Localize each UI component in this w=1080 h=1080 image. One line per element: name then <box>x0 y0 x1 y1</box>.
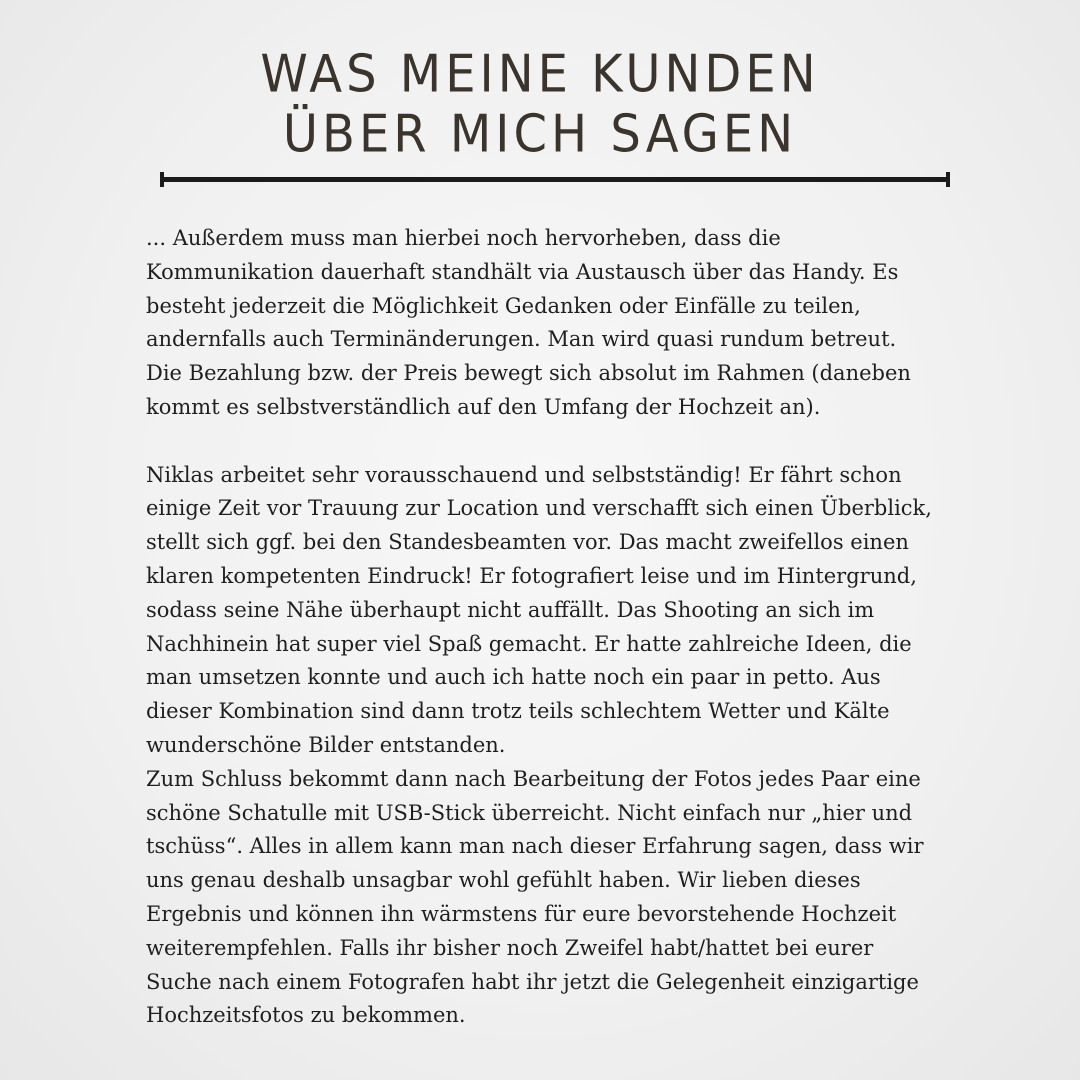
text-line: Zum Schluss bekommt dann nach Bearbeitung der Fotos jedes Paar eine <box>146 766 921 791</box>
text-line: man umsetzen konnte und auch ich hatte noch ein paar in petto. Aus <box>146 665 881 690</box>
text-line: Hochzeitsfotos zu bekommen. <box>146 1003 466 1028</box>
text-line: Ergebnis und können ihn wärmstens für eure bevorstehende Hochzeit <box>146 901 897 926</box>
text-line: Niklas arbeitet sehr vorausschauend und selbstständig! Er fährt schon <box>146 462 902 487</box>
text-line: stellt sich ggf. bei den Standesbeamten vor. Das macht zweifellos einen <box>146 530 909 555</box>
divider-cap-right <box>946 172 950 187</box>
paragraph-spacer <box>146 425 986 459</box>
text-line: Kommunikation dauerhaft standhält via Austausch über das Handy. Es <box>146 259 899 284</box>
text-line: tschüss“. Alles in allem kann man nach dieser Erfahrung sagen, dass wir <box>146 834 924 859</box>
text-line: wunderschöne Bilder entstanden. <box>146 732 506 757</box>
heading-line-2: ÜBER MICH SAGEN <box>282 103 798 165</box>
text-line: klaren kompetenten Eindruck! Er fotografiert leise und im Hintergrund, <box>146 563 917 588</box>
divider-line <box>160 177 950 182</box>
text-line: einige Zeit vor Trauung zur Location und verschafft sich einen Überblick, <box>146 496 932 521</box>
divider-cap-left <box>160 172 164 187</box>
heading-line-1: WAS MEINE KUNDEN <box>260 43 820 105</box>
testimonial-text <box>146 222 986 1033</box>
text-line: dieser Kombination sind dann trotz teils schlechtem Wetter und Kälte <box>146 699 890 724</box>
text-line: schöne Schatulle mit USB-Stick überreicht. Nicht einfach nur „hier und <box>146 800 913 825</box>
text-line: sodass seine Nähe überhaupt nicht auffällt. Das Shooting an sich im <box>146 597 875 622</box>
text-line: besteht jederzeit die Möglichkeit Gedanken oder Einfälle zu teilen, <box>146 293 861 318</box>
text-line: weiterempfehlen. Falls ihr bisher noch Zweifel habt/hattet bei eurer <box>146 935 874 960</box>
text-line: uns genau deshalb unsagbar wohl gefühlt haben. Wir lieben dieses <box>146 868 861 893</box>
text-line: Die Bezahlung bzw. der Preis bewegt sich absolut im Rahmen (daneben <box>146 361 911 386</box>
text-line: andernfalls auch Terminänderungen. Man wird quasi rundum betreut. <box>146 327 897 352</box>
text-line: kommt es selbstverständlich auf den Umfang der Hochzeit an). <box>146 394 821 419</box>
text-line: Suche nach einem Fotografen habt ihr jetzt die Gelegenheit einzigartige <box>146 969 919 994</box>
text-line: ... Außerdem muss man hierbei noch hervorheben, dass die <box>146 226 781 250</box>
text-line: Nachhinein hat super viel Spaß gemacht. Er hatte zahlreiche Ideen, die <box>146 631 912 656</box>
